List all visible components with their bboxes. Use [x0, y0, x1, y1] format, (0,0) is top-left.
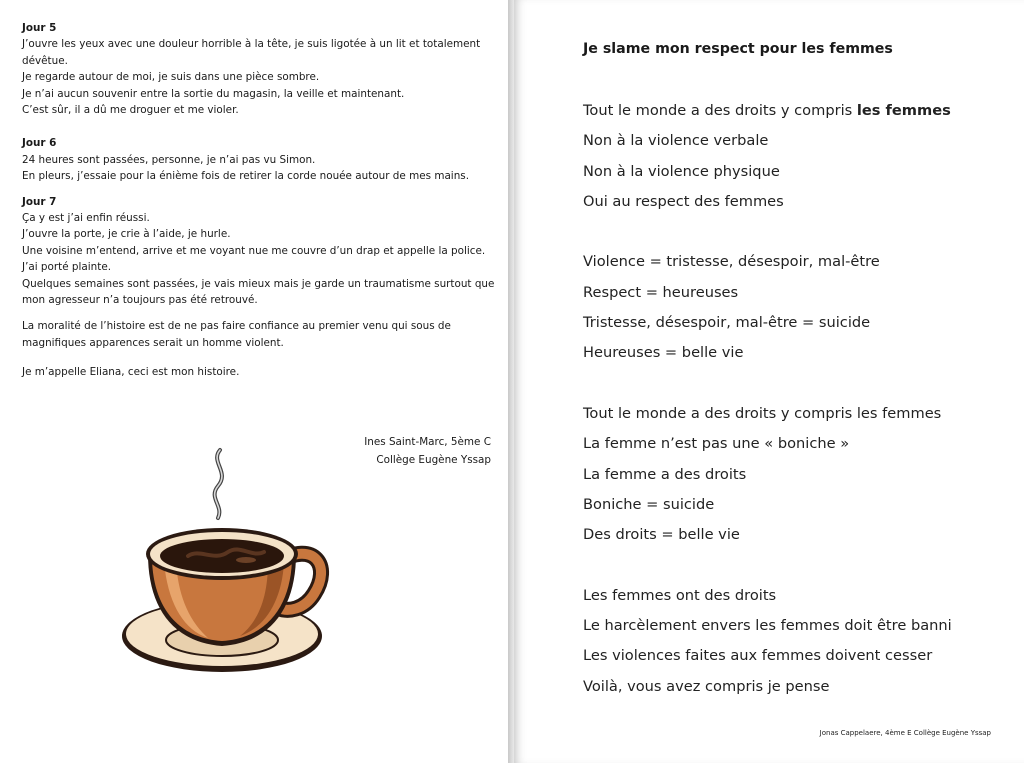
text-line: J’ai porté plainte.	[22, 261, 112, 274]
text-line: Je regarde autour de moi, je suis dans une pièce sombre.	[22, 71, 320, 84]
day5-title: Jour 5	[22, 22, 57, 34]
text-line: J’ouvre les yeux avec une douleur horrible à la tête, je suis ligotée à un lit et totalement	[22, 38, 481, 51]
text-line: Je n’ai aucun souvenir entre la sortie du magasin, la veille et maintenant.	[22, 87, 405, 100]
text-line: dévêtue.	[22, 54, 68, 67]
poem-line: Oui au respect des femmes	[583, 192, 784, 210]
text-line: Une voisine m’entend, arrive et me voyant nue me couvre d’un drap et appelle la police.	[22, 244, 486, 257]
day6-title: Jour 6	[22, 137, 57, 150]
story-signature	[364, 433, 491, 469]
poem-line: Tristesse, désespoir, mal-être = suicide	[583, 314, 871, 332]
closing-line: Je m’appelle Eliana, ceci est mon histoire.	[22, 365, 240, 378]
poem-line	[583, 100, 952, 130]
right-page	[514, 0, 1024, 763]
text-line: J’ouvre la porte, je crie à l’aide, je hurle.	[22, 228, 231, 241]
poem	[583, 100, 952, 706]
poem-line: Tout le monde a des droits y compris les femmes	[583, 404, 942, 422]
text-line: Ça y est j’ai enfin réussi.	[22, 212, 150, 225]
day7-body	[22, 210, 502, 308]
poem-line: Les femmes ont des droits	[583, 586, 777, 604]
text-line: Quelques semaines sont passées, je vais mieux mais je garde un traumatisme surtout que	[22, 277, 495, 290]
coffee-cup-icon	[118, 444, 330, 684]
poem-line-emphasis: les femmes	[856, 102, 951, 119]
story-text	[22, 20, 502, 380]
poem-line: Non à la violence physique	[583, 162, 780, 180]
text-line: 24 heures sont passées, personne, je n’ai pas vu Simon.	[22, 153, 316, 166]
left-page	[0, 0, 508, 763]
poem-line: Les violences faites aux femmes doivent cesser	[583, 647, 933, 665]
text-line: C’est sûr, il a dû me droguer et me violer.	[22, 104, 239, 117]
text-line: La moralité de l’histoire est de ne pas faire confiance au premier venu qui sous de	[22, 319, 451, 332]
poem-line: Des droits = belle vie	[583, 526, 740, 544]
day6-body	[22, 152, 502, 185]
poem-line: La femme n’est pas une « boniche »	[583, 435, 850, 453]
school-name: Collège Eugène Yssap	[376, 454, 491, 466]
poem-line-text: Tout le monde a des droits y compris	[583, 102, 857, 119]
text-line: magnifiques apparences serait un homme violent.	[22, 337, 284, 349]
poem-line: Respect = heureuses	[583, 283, 739, 301]
day5-body	[22, 36, 502, 118]
poem-line: La femme a des droits	[583, 465, 747, 483]
poem-line: Boniche = suicide	[583, 495, 715, 513]
poem-line: Non à la violence verbale	[583, 132, 769, 150]
text-line: En pleurs, j’essaie pour la énième fois de retirer la corde nouée autour de mes mains.	[22, 170, 469, 183]
poem-line: Le harcèlement envers les femmes doit être banni	[583, 617, 952, 635]
poem-line: Voilà, vous avez compris je pense	[583, 677, 830, 695]
poem-line: Heureuses = belle vie	[583, 344, 744, 362]
poem-credit: Jonas Cappelaere, 4ème E Collège Eugène Yssap	[819, 729, 991, 737]
morale-paragraph	[22, 318, 502, 353]
day7-title: Jour 7	[22, 195, 57, 208]
poem-line: Violence = tristesse, désespoir, mal-être	[583, 253, 880, 271]
poem-title: Je slame mon respect pour les femmes	[583, 41, 893, 57]
text-line: mon agresseur n’a toujours pas été retrouvé.	[22, 294, 258, 307]
author-name: Ines Saint-Marc, 5ème C	[364, 436, 491, 448]
